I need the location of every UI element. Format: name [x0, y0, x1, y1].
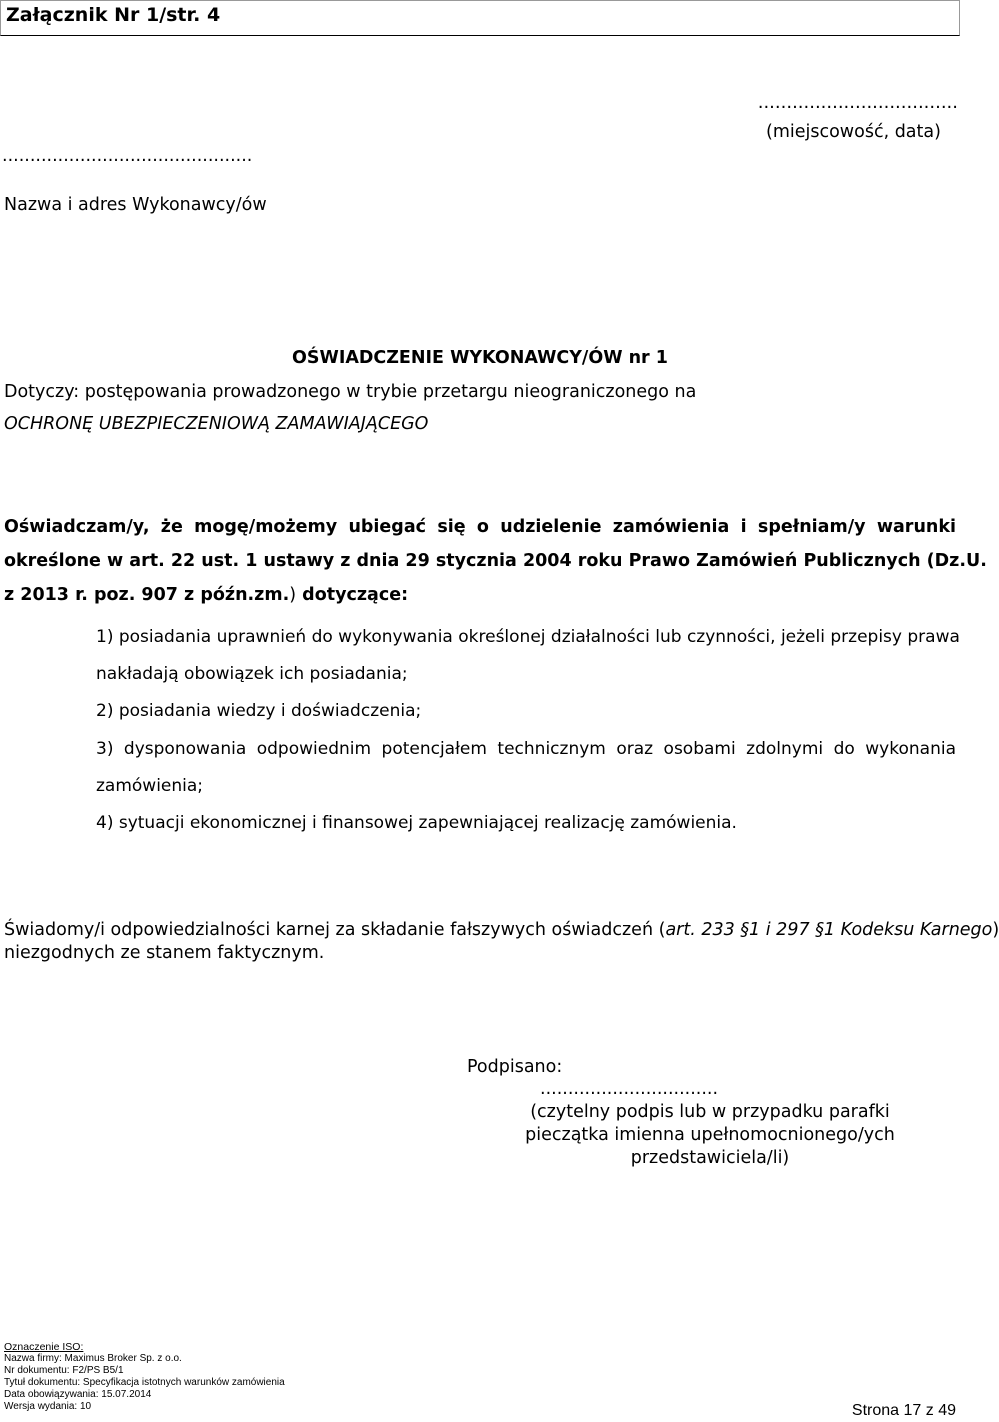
footer-doc-number: Nr dokumentu: F2/PS B5/1: [4, 1365, 124, 1376]
attachment-title: Załącznik Nr 1/str. 4: [6, 4, 221, 26]
contractor-dots: .............................................: [2, 146, 253, 166]
signature-dots: ................................: [540, 1079, 719, 1099]
declaration-law-ref: z 2013 r. poz. 907 z późn.zm.: [4, 585, 290, 605]
signature-label: Podpisano:: [467, 1057, 563, 1077]
footer-valid-date: Data obowiązywania: 15.07.2014: [4, 1389, 152, 1400]
item-3-line2: zamówienia;: [96, 776, 204, 796]
declaration-line1: Oświadczam/y, że mogę/możemy ubiegać się o udzielenie zamówienia i spełniam/y warunki: [4, 517, 956, 537]
item-1-line2: nakładają obowiązek ich posiadania;: [96, 664, 408, 684]
footer-company: Nazwa firmy: Maximus Broker Sp. z o.o.: [4, 1353, 182, 1364]
signature-note-3: przedstawiciela/li): [630, 1148, 790, 1168]
concerns-line1: Dotyczy: postępowania prowadzonego w trybie przetargu nieograniczonego na: [4, 382, 697, 402]
signature-note-1: (czytelny podpis lub w przypadku parafki: [530, 1102, 890, 1122]
declaration-line3: [4, 585, 408, 605]
declaration-paren: ): [289, 585, 297, 605]
signature-note-2: pieczątka imienna upełnomocnionego/ych: [525, 1125, 895, 1145]
awareness-text: Świadomy/i odpowiedzialności karnej za składanie fałszywych oświadczeń (: [4, 920, 666, 940]
awareness-line1: [4, 920, 999, 940]
statement-title: OŚWIADCZENIE WYKONAWCY/ÓW nr 1: [292, 348, 668, 368]
declaration-concerning: dotyczące:: [296, 585, 409, 605]
contractor-label: Nazwa i adres Wykonawcy/ów: [4, 195, 267, 215]
awareness-line2: niezgodnych ze stanem faktycznym.: [4, 943, 325, 963]
awareness-code-ref: art. 233 §1 i 297 §1 Kodeksu Karnego: [665, 920, 993, 940]
place-date-dots: ...................................: [757, 92, 958, 113]
footer-iso: Oznaczenie ISO:: [4, 1341, 84, 1353]
item-1-line1: 1) posiadania uprawnień do wykonywania określonej działalności lub czynności, jeżeli przepisy prawa: [96, 627, 960, 647]
awareness-close-paren: ): [992, 920, 999, 940]
page-number: Strona 17 z 49: [851, 1402, 956, 1419]
item-2: 2) posiadania wiedzy i doświadczenia;: [96, 701, 422, 721]
item-4: 4) sytuacji ekonomicznej i finansowej zapewniającej realizację zamówienia.: [96, 813, 737, 833]
place-date-label: (miejscowość, data): [766, 122, 941, 142]
declaration-line2: określone w art. 22 ust. 1 ustawy z dnia 29 stycznia 2004 roku Prawo Zamówień Publicznych (Dz.U.: [4, 551, 987, 571]
footer-version: Wersja wydania: 10: [4, 1401, 92, 1412]
concerns-subject: OCHRONĘ UBEZPIECZENIOWĄ ZAMAWIAJĄCEGO: [4, 414, 429, 434]
item-3-line1: 3) dysponowania odpowiednim potencjałem technicznym oraz osobami zdolnymi do wykonania: [96, 739, 956, 759]
footer-doc-title: Tytuł dokumentu: Specyfikacja istotnych warunków zamówienia: [4, 1377, 285, 1388]
